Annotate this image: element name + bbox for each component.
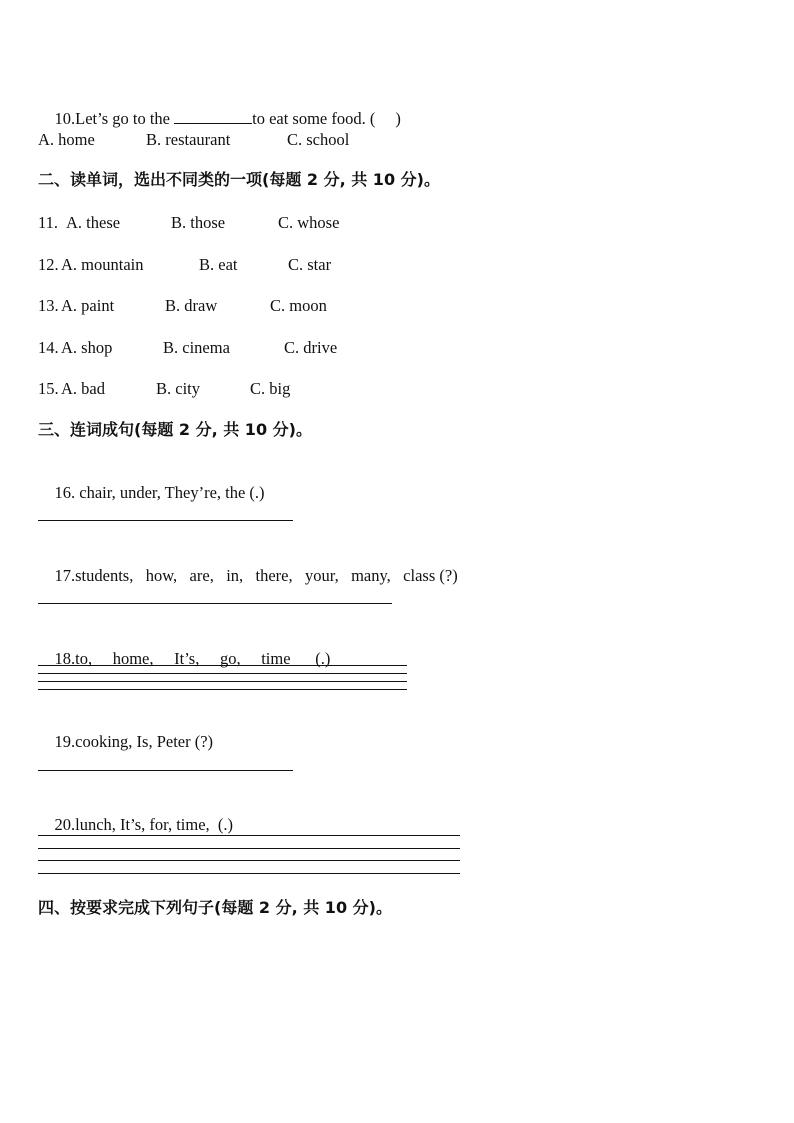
answer-line[interactable] — [38, 835, 460, 836]
answer-line[interactable] — [38, 860, 460, 861]
question-number: 19. — [54, 732, 76, 751]
question-number: 11. — [38, 213, 59, 232]
answer-blank[interactable] — [174, 108, 252, 124]
question-18 — [38, 629, 330, 689]
question-number: 12. — [38, 255, 59, 274]
answer-line[interactable] — [38, 520, 293, 521]
question-text: cooking, Is, Peter (?) — [75, 732, 214, 751]
option-a: A. these — [66, 213, 121, 232]
question-text-end: to eat some food. ( — [252, 109, 376, 128]
option-b: B. city — [156, 379, 200, 398]
section-2-heading: 二、读单词，选出不同类的一项(每题 2 分, 共 10 分)。 — [38, 170, 440, 189]
question-16 — [38, 463, 265, 523]
question-number: 13. — [38, 296, 59, 315]
option-c: C. moon — [270, 296, 327, 315]
question-number: 15. — [38, 379, 59, 398]
question-number: 18. — [54, 649, 76, 668]
option-a: A. paint — [61, 296, 115, 315]
option-c: C. school — [287, 130, 350, 149]
option-c: C. drive — [284, 338, 338, 357]
answer-line[interactable] — [38, 770, 293, 771]
option-c: C. star — [288, 255, 332, 274]
option-a: A. shop — [61, 338, 113, 357]
question-text: students, how, are, in, there, your, many, class (?) — [75, 566, 458, 585]
answer-line[interactable] — [38, 848, 460, 849]
answer-line[interactable] — [38, 673, 407, 674]
option-a: A. bad — [61, 379, 105, 398]
question-text: chair, under, They’re, the (.) — [75, 483, 265, 502]
question-number: 20. — [54, 815, 76, 834]
question-number: 17. — [54, 566, 76, 585]
answer-line[interactable] — [38, 665, 407, 666]
answer-line[interactable] — [38, 689, 407, 690]
answer-line[interactable] — [38, 873, 460, 874]
section-4-heading: 四、按要求完成下列句子(每题 2 分, 共 10 分)。 — [38, 898, 392, 917]
answer-line[interactable] — [38, 603, 392, 604]
option-c: C. big — [250, 379, 291, 398]
option-b: B. eat — [199, 255, 238, 274]
option-b: B. restaurant — [146, 130, 231, 149]
question-number: 14. — [38, 338, 59, 357]
close-paren: ) — [395, 109, 401, 128]
option-b: B. those — [171, 213, 226, 232]
question-17 — [38, 546, 458, 606]
question-19 — [38, 712, 213, 772]
option-a: A. home — [38, 130, 95, 149]
question-text: to, home, It’s, go, time (.) — [75, 649, 331, 668]
option-b: B. draw — [165, 296, 218, 315]
answer-line[interactable] — [38, 681, 407, 682]
question-number: 16. — [54, 483, 76, 502]
option-c: C. whose — [278, 213, 340, 232]
question-text-start: Let’s go to the — [75, 109, 175, 128]
option-a: A. mountain — [61, 255, 144, 274]
question-number: 10. — [54, 109, 76, 128]
question-text: lunch, It’s, for, time, (.) — [75, 815, 234, 834]
question-20 — [38, 795, 233, 855]
section-3-heading: 三、连词成句(每题 2 分, 共 10 分)。 — [38, 420, 312, 439]
option-b: B. cinema — [163, 338, 230, 357]
